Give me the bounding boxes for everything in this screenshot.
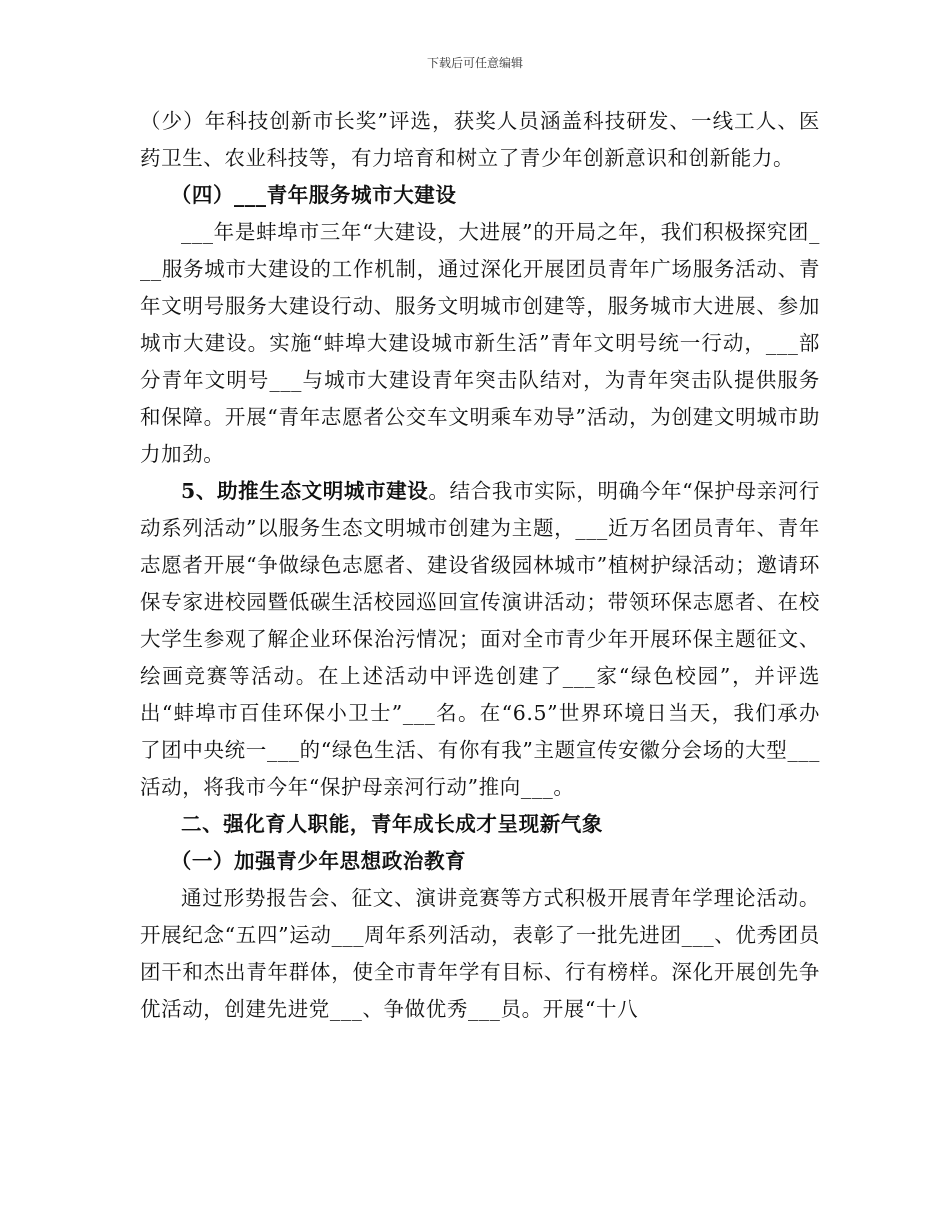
paragraph-eco-city [140,473,820,806]
section-heading-4: （四）___青年服务城市大建设 [170,183,457,207]
paragraph-ideology-education: 通过形势报告会、征文、演讲竞赛等方式积极开展青年学理论活动。开展纪念“五四”运动___周年系列活动，表彰了一批先进团___、优秀团员团干和杰出青年群体，使全市青年学有目标、行有榜样。深化开展创先争优活动，创建先进党___、争做优秀___员。开展“十八 [140,886,820,1021]
document-body [140,103,820,1028]
page-header: 下载后可任意编辑 [426,56,523,70]
paragraph-lead-bold: 5、助推生态文明城市建设 [181,479,429,503]
paragraph-city-construction: ___年是蚌埠市三年“大建设，大进展”的开局之年，我们积极探究团___服务城市大建设的工作机制，通过深化开展团员青年广场服务活动、青年文明号服务大建设行动、服务文明城市创建等，服务城市大进展、参加城市大建设。实施“蚌埠大建设城市新生活”青年文明号统一行动，___部分青年文明号___与城市大建设青年突击队结对，为青年突击队提供服务和保障。开展“青年志愿者公交车文明乘车劝导”活动，为创建文明城市助力加劲。 [140,220,820,466]
paragraph-eco-body: 。结合我市实际，明确今年“保护母亲河行动系列活动”以服务生态文明城市创建为主题，___近万名团员青年、青年志愿者开展“争做绿色志愿者、建设省级园林城市”植树护绿活动；邀请环保专家进校园暨低碳生活校园巡回宣传演讲活动；带领环保志愿者、在校大学生参观了解企业环保治污情况；面对全市青少年开展环保主题征文、绘画竞赛等活动。在上述活动中评选创建了___家“绿色校园”，并评选出“蚌埠市百佳环保小卫士”___名。在“6.5”世界环境日当天，我们承办了团中央统一___的“绿色生活、有你有我”主题宣传安徽分会场的大型___活动，将我市今年“保护母亲河行动”推向___。 [140,479,820,799]
paragraph-continuation: （少）年科技创新市长奖”评选，获奖人员涵盖科技研发、一线工人、医药卫生、农业科技等，有力培育和树立了青少年创新意识和创新能力。 [140,109,820,170]
section-heading-2: 二、强化育人职能，青年成长成才呈现新气象 [181,812,603,836]
subsection-heading-1: （一）加强青少年思想政治教育 [170,849,467,873]
